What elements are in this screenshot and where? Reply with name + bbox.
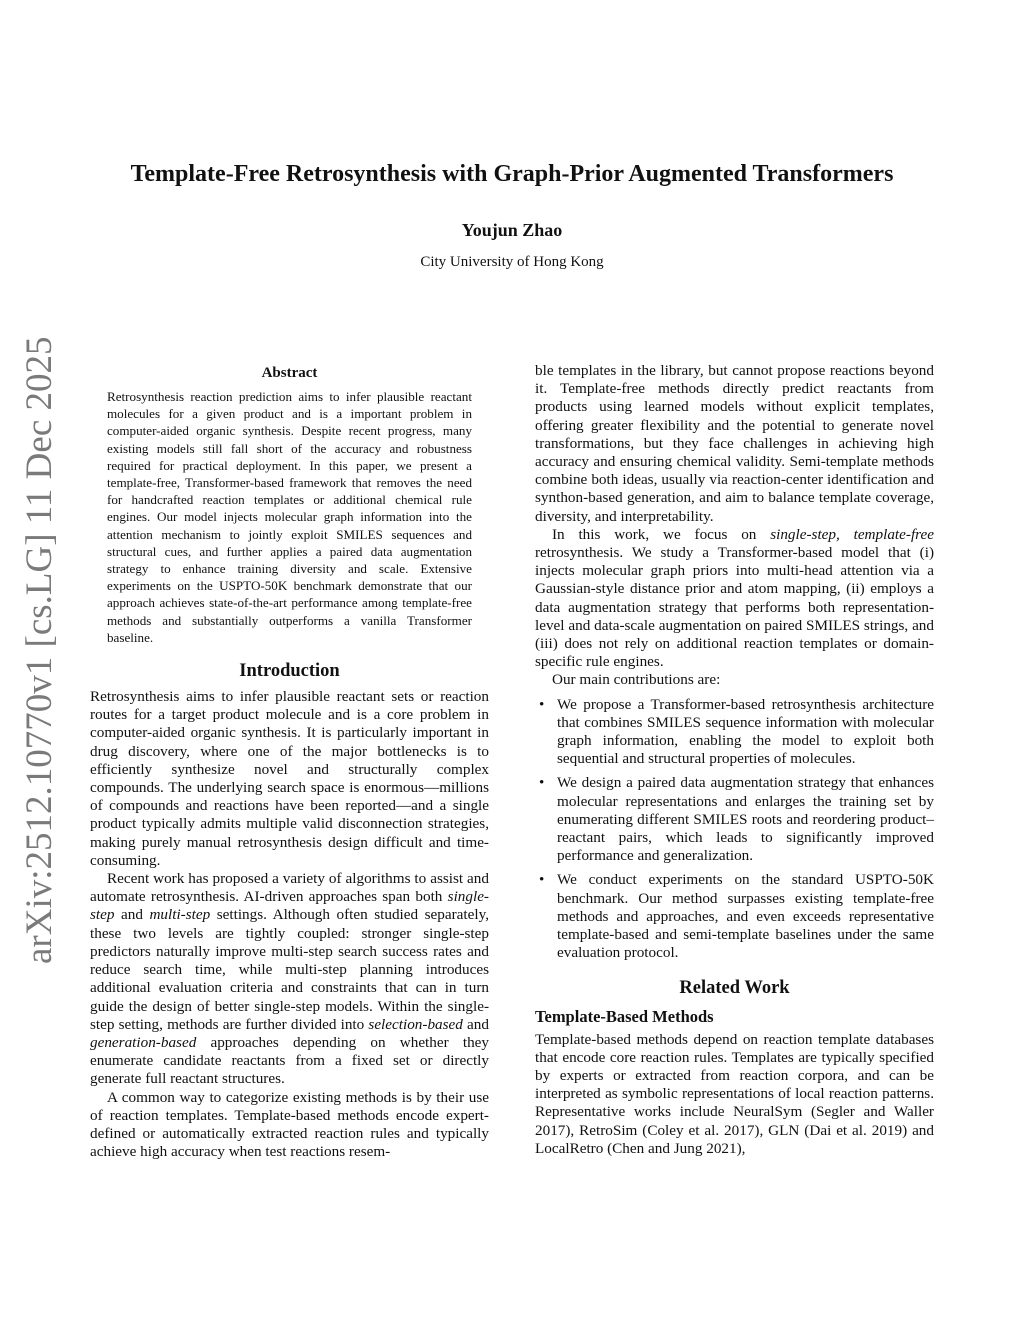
intro-paragraph-4: In this work, we focus on single-step, template-free retrosynthesis. We study a Transformer-based model that (i) injects molecular graph priors into multi-head attention via a Gaussian-style distance prior and atom mapping, (ii) employs a data augmentation strategy that performs both representation-level and data-scale augmentation on paired SMILES strings, and (iii) does not rely on additional reaction templates or domain-specific rule engines. (535, 525, 935, 671)
contribution-item: • We propose a Transformer-based retrosynthesis architecture that combines SMILES sequence information with molecular graph information, enabling the model to exploit both sequential and structural properties of molecules. (539, 695, 934, 768)
term-multi-step: multi-step (149, 906, 211, 924)
contributions-lead: Our main contributions are: (552, 671, 721, 689)
related-work-paragraph-1: Template-based methods depend on reaction template databases that encode core reaction rules. Templates are typically specified by experts or extracted from reaction corpora, and can be interpreted as symbolic representations of local reaction patterns. Representative works include NeuralSym (Segler and Waller 2017), RetroSim (Coley et al. 2017), GLN (Dai et al. 2019) and LocalRetro (Chen and Jung 2021), (535, 1030, 934, 1157)
bullet-icon: • (539, 695, 545, 713)
paper-title: Template-Free Retrosynthesis with Graph-Prior Augmented Transformers (130, 161, 894, 187)
author-affiliation: City University of Hong Kong (420, 254, 604, 270)
term-single-step-template-free: single-step, template-free (770, 525, 935, 543)
term-generation-based: generation-based (90, 1033, 197, 1051)
right-column (535, 362, 934, 1158)
left-column (90, 362, 489, 1161)
abstract-heading: Abstract (261, 365, 318, 381)
author-name: Youjun Zhao (461, 220, 563, 240)
contribution-item: • We conduct experiments on the standard USPTO-50K benchmark. Our method surpasses existing template-free methods and approaches, and even exceeds representative template-based and semi-template baselines under the same evaluation protocol. (539, 871, 934, 962)
intro-paragraph-3-continued: ble templates in the library, but cannot propose reactions beyond it. Template-free methods directly predict reactants from products using learned models without explicit templates, offering greater flexibility and the potential to generate novel transformations, but they face challenges in achieving high accuracy and ensuring chemical validity. Semi-template methods combine both ideas, usually via reaction-center identification and synthon-based generation, and aim to balance template coverage, diversity, and interpretability. (535, 362, 934, 525)
arxiv-side-stamp: arXiv:2512.10770v1 [cs.LG] 11 Dec 2025 (19, 336, 60, 964)
contributions-list (535, 696, 934, 963)
contribution-item: • We design a paired data augmentation strategy that enhances molecular representations and enlarges the training set by enumerating different SMILES roots and reordering product–reactant pairs, which leads to significantly improved performance and generalization. (539, 774, 934, 865)
bullet-icon: • (539, 871, 545, 889)
abstract-text: Retrosynthesis reaction prediction aims to infer plausible reactant molecules for a given product and is a important problem in computer-aided organic synthesis. Despite recent progress, many existing models still fall short of the accuracy and robustness required for practical deployment. In this paper, we present a template-free, Transformer-based framework that removes the need for handcrafted reaction templates or additional chemical rule engines. Our model injects molecular graph information into the attention mechanism to jointly exploit SMILES sequences and structural cues, and further applies a paired data augmentation strategy to enhance training diversity and scale. Extensive experiments on the USPTO-50K benchmark demonstrate that our approach achieves state-of-the-art performance among template-free methods and substantially outperforms a vanilla Transformer baseline. (107, 389, 472, 645)
template-based-methods-heading: Template-Based Methods (535, 1006, 714, 1026)
intro-paragraph-3: A common way to categorize existing methods is by their use of reaction templates. Template-based methods encode expert-defined or automatically extracted reaction rules and typically achieve high accuracy when test reactions resem- (90, 1088, 489, 1161)
introduction-heading: Introduction (239, 661, 340, 682)
related-work-heading: Related Work (679, 977, 790, 998)
intro-paragraph-2: Recent work has proposed a variety of algorithms to assist and automate retrosynthesis. AI-driven approaches span both single-step and multi-step settings. Although often studied separately, these two levels are tightly coupled: stronger single-step predictors naturally improve multi-step search success rates and reduce search time, while multi-step planning introduces additional evaluation criteria and constraints that can in turn guide the design of better single-step models. Within the single-step setting, methods are further divided into selection-based and generation-based approaches depending on whether they enumerate candidate reactants from a fixed set or directly generate full reactant structures. (90, 870, 490, 1088)
term-single-step: single-step (90, 888, 489, 924)
intro-paragraph-1: Retrosynthesis aims to infer plausible reactant sets or reaction routes for a target product molecule and is a core problem in computer-aided organic synthesis. It is particularly important in drug discovery, where one of the major bottlenecks is to efficiently synthesize novel and structurally complex compounds. The underlying search space is enormous—millions of compounds and reactions have been reported—and a single product typically admits multiple valid disconnection strategies, making purely manual retrosynthesis design difficult and time-consuming. (90, 688, 489, 869)
bullet-icon: • (539, 774, 545, 792)
term-selection-based: selection-based (368, 1015, 463, 1033)
